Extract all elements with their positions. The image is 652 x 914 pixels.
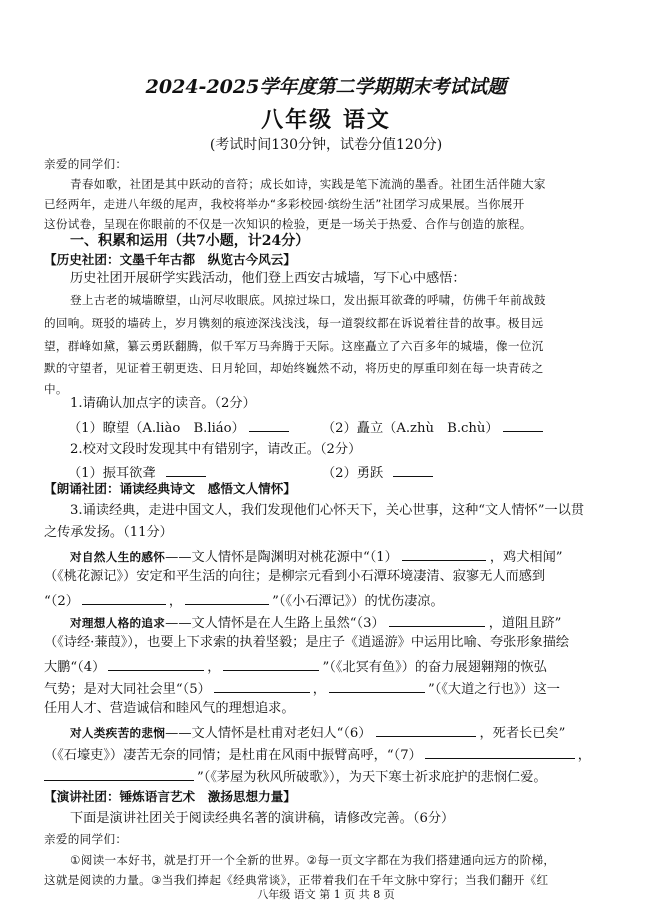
question-2a-text: （1）振耳欲聋 [68,466,156,481]
theme-label: 对人类疾苦的悲悯 [70,726,166,740]
answer-blank-4b[interactable] [223,656,319,671]
recite-text: ， [312,682,326,697]
answer-blank-5a[interactable] [214,678,310,693]
intro-greeting: 亲爱的同学们： [44,157,128,171]
recite-text: ——文人情怀是在人生路上虽然“（3） [165,616,385,631]
intro-paragraph-2: 已经两年，走进八年级的尾声，我校将举办“多彩校园·缤纷生活”社团学习成果展。当你展开 [44,197,525,211]
answer-blank-7b[interactable] [44,766,194,781]
answer-blank[interactable] [503,417,543,432]
question-1b-text: （2）矗立（A.zhù B.chù） [322,421,499,436]
answer-blank-3[interactable] [389,612,485,627]
speech-greeting: 亲爱的同学们： [44,832,128,846]
recite-line-9 [44,722,622,743]
page-footer: 八年级 语文 第 1 页 共 8 页 [257,888,395,901]
recite-club-heading: 【朗诵社团：诵读经典诗文 感悟文人情怀】 [44,481,296,496]
history-passage-3: 望，群峰如黛，纂云勇跃翻腾，似千军万马奔腾于天际。这座矗立了六百多年的城墙，像一位沉 [44,339,544,353]
answer-blank-5b[interactable] [329,678,425,693]
exam-info: (考试时间130分钟，试卷分值120分) [209,137,443,153]
exam-subtitle: 八年级 语文 [261,107,391,133]
recite-text: ，道阻且跻” [488,616,562,631]
question-3-line-1: 3.诵读经典，走进中国文人，我们发现他们心怀天下，关心世事，这种“文人情怀”一以贯 [70,503,584,518]
recite-text: 气势；是对大同社会里“（5） [44,682,211,697]
exam-title: 2024-2025学年度第二学期期末考试试题 [145,76,507,98]
answer-blank-7a[interactable] [425,744,575,759]
history-club-heading: 【历史社团：文墨千年古都 纵览古今风云】 [44,252,296,267]
recite-text: ”（《茅屋为秋风所破歌》），为天下寒士祈求庇护的悲悯仁爱。 [197,770,547,785]
recite-text: “（2） [44,594,79,609]
recite-text: ——文人情怀是杜甫对老妇人“（6） [165,726,372,741]
question-1b [322,417,622,438]
question-1: 1.请确认加点字的读音。（2分） [70,396,256,411]
recite-text: ， [168,594,183,609]
section-heading: 一、积累和运用（共7小题，计24分） [70,233,310,249]
theme-label: 对理想人格的追求 [70,616,166,630]
history-passage-5: 中。 [44,382,68,396]
recite-line-3 [44,590,622,611]
recite-text: ，死者长已矣” [479,726,566,741]
recite-text: ”（《大道之行也》）这一 [427,682,560,697]
answer-blank-1[interactable] [402,546,486,561]
recite-text: ——文人情怀是陶渊明对桃花源中“（1） [165,550,398,565]
recite-text: ， [207,660,221,675]
answer-blank-4a[interactable] [108,656,204,671]
answer-blank[interactable] [393,462,433,477]
recite-text: ，鸡犬相闻” [489,550,563,565]
question-3-line-2: 之传承发扬。（11分） [44,525,173,540]
history-passage-2: 的回响。斑驳的墙砖上，岁月镌刻的痕迹深浅浅浅，每一道裂纹都在诉说着往昔的故事。极目远 [44,316,544,330]
recite-text: 大鹏“（4） [44,660,106,675]
recite-line-7 [44,678,622,699]
recite-text: ”（《小石潭记》）的忧伤凄凉。 [272,594,444,609]
speech-lead: 下面是演讲社团关于阅读经典名著的演讲稿，请修改完善。（6分） [70,811,455,826]
question-2b-text: （2）勇跃 [322,466,384,481]
recite-line-5: （《诗经·蒹葭》），也要上下求索的执着坚毅；是庄子《逍遥游》中运用比喻、夸张形象描绘 [44,635,570,650]
recite-line-4 [44,612,622,633]
recite-line-11 [44,766,622,787]
answer-blank[interactable] [249,417,289,432]
recite-text: ， [577,748,591,763]
intro-paragraph-1: 青春如歌，社团是其中跃动的音符；成长如诗，实践是笔下流淌的墨香。社团生活伴随大家 [70,177,546,191]
answer-blank-2a[interactable] [82,590,166,605]
recite-line-2: （《桃花源记》）安定和平生活的向往；是柳宗元看到小石潭环境凄清、寂寥无人而感到 [44,569,546,584]
recite-line-1 [44,546,622,567]
history-lead: 历史社团开展研学实践活动，他们登上西安古城墙，写下心中感悟： [70,271,466,286]
recite-line-10 [44,744,622,765]
recite-text: ”（《北冥有鱼》）的奋力展翅翱翔的恢弘 [322,660,547,675]
speech-paragraph-2: 这就是阅读的力量。③当我们捧起《经典常谈》，正带着我们在千年文脉中穿行；当我们翻开《红 [44,873,549,887]
answer-blank-2b[interactable] [185,590,269,605]
recite-line-8: 任用人才、营造诚信和睦风气的理想追求。 [44,701,295,716]
history-passage-4: 默的守望者，见证着王朝更迭、日月轮回，却始终巍然不动，将历史的厚重印刻在每一块青砖之 [44,361,544,375]
answer-blank-6[interactable] [376,722,476,737]
theme-label: 对自然人生的感怀 [70,550,166,564]
recite-line-6 [44,656,622,677]
question-2: 2.校对文段时发现其中有错别字，请改正。（2分） [70,442,362,457]
speech-club-heading: 【演讲社团：锤炼语言艺术 激扬思想力量】 [44,789,296,804]
speech-paragraph-1: ①阅读一本好书，就是打开一个全新的世界。②每一页文字都在为我们搭建通向远方的阶梯， [70,853,556,867]
recite-text: （《石壕吏》）凄苦无奈的同情；是杜甫在风雨中振臂高呼，“（7） [44,748,422,763]
question-1a-text: （1）瞭望（A.liào B.liáo） [68,421,245,436]
intro-paragraph-3: 这份试卷，呈现在你眼前的不仅是一次知识的检验，更是一场关于热爱、合作与创造的旅程。 [44,217,532,231]
answer-blank[interactable] [166,462,206,477]
history-passage-1: 登上古老的城墙瞭望，山河尽收眼底。风掠过垛口，发出振耳欲聋的呼啸，仿佛千年前战鼓 [70,293,546,307]
